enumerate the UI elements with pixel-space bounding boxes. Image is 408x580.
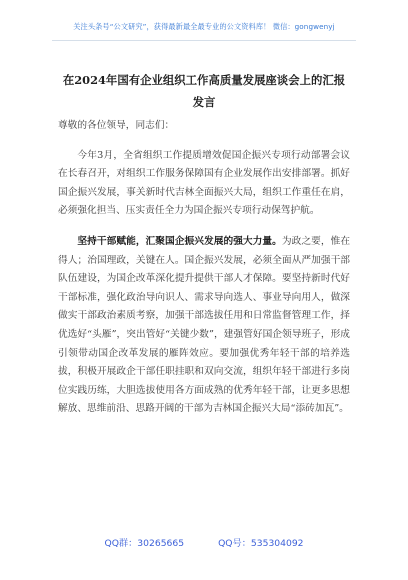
document-title: 在2024年国有企业组织工作高质量发展座谈会上的汇报发言 [62, 73, 346, 109]
paragraph-cadre-empowerment [58, 233, 350, 419]
footer-qq-group: QQ群：30265665 [104, 538, 185, 549]
paragraph-lead-heading: 坚持干部赋能，汇聚国企振兴发展的强大力量。 [77, 235, 282, 247]
paragraph-body-text: 为政之要，惟在得人；治国理政，关键在人。国企振兴发展，必须全面从严加强干部队伍建设，为国企改革深化提升提供干部人才保障。要坚持新时代好干部标准，强化政治导向识人、需求导向选人、事业导向用人，做深做实干部政治素质考察，加强干部选拔任用和日常监督管理工作，择优选好“头雁”，突出管好“关键少数”，建强管好国企领导班子，形成引领带动国企改革发展的雁阵效应。要加强优秀年轻干部的培养选拔，积极开展政企干部任职挂职和双向交流，组织年轻干部进行多岗位实践历练，大胆选拔使用各方面成熟的优秀年轻干部，让更多思想解放、思维前沿、思路开阔的干部为吉林国企振兴大局“添砖加瓦”。 [58, 235, 351, 415]
footer-contact [0, 535, 408, 549]
paragraph-intro: 今年3月，全省组织工作提质增效促国企振兴专项行动部署会议在长春召开，对组织工作服务保障国有企业发展作出安排部署。抓好国企振兴发展，事关新时代吉林全面振兴大局，组织工作重任在肩，必须强化担当、压实责任全力为国企振兴专项行动保驾护航。 [58, 149, 350, 217]
footer-qq-number: QQ号：535304092 [218, 538, 304, 549]
header-notice: 关注头条号“公文研究”，获得最新最全最专业的公文资料库！ 微信：gongwenyj [73, 22, 335, 31]
document-body [58, 117, 350, 419]
salutation: 尊敬的各位领导，同志们： [58, 120, 175, 131]
header-divider [52, 40, 356, 41]
